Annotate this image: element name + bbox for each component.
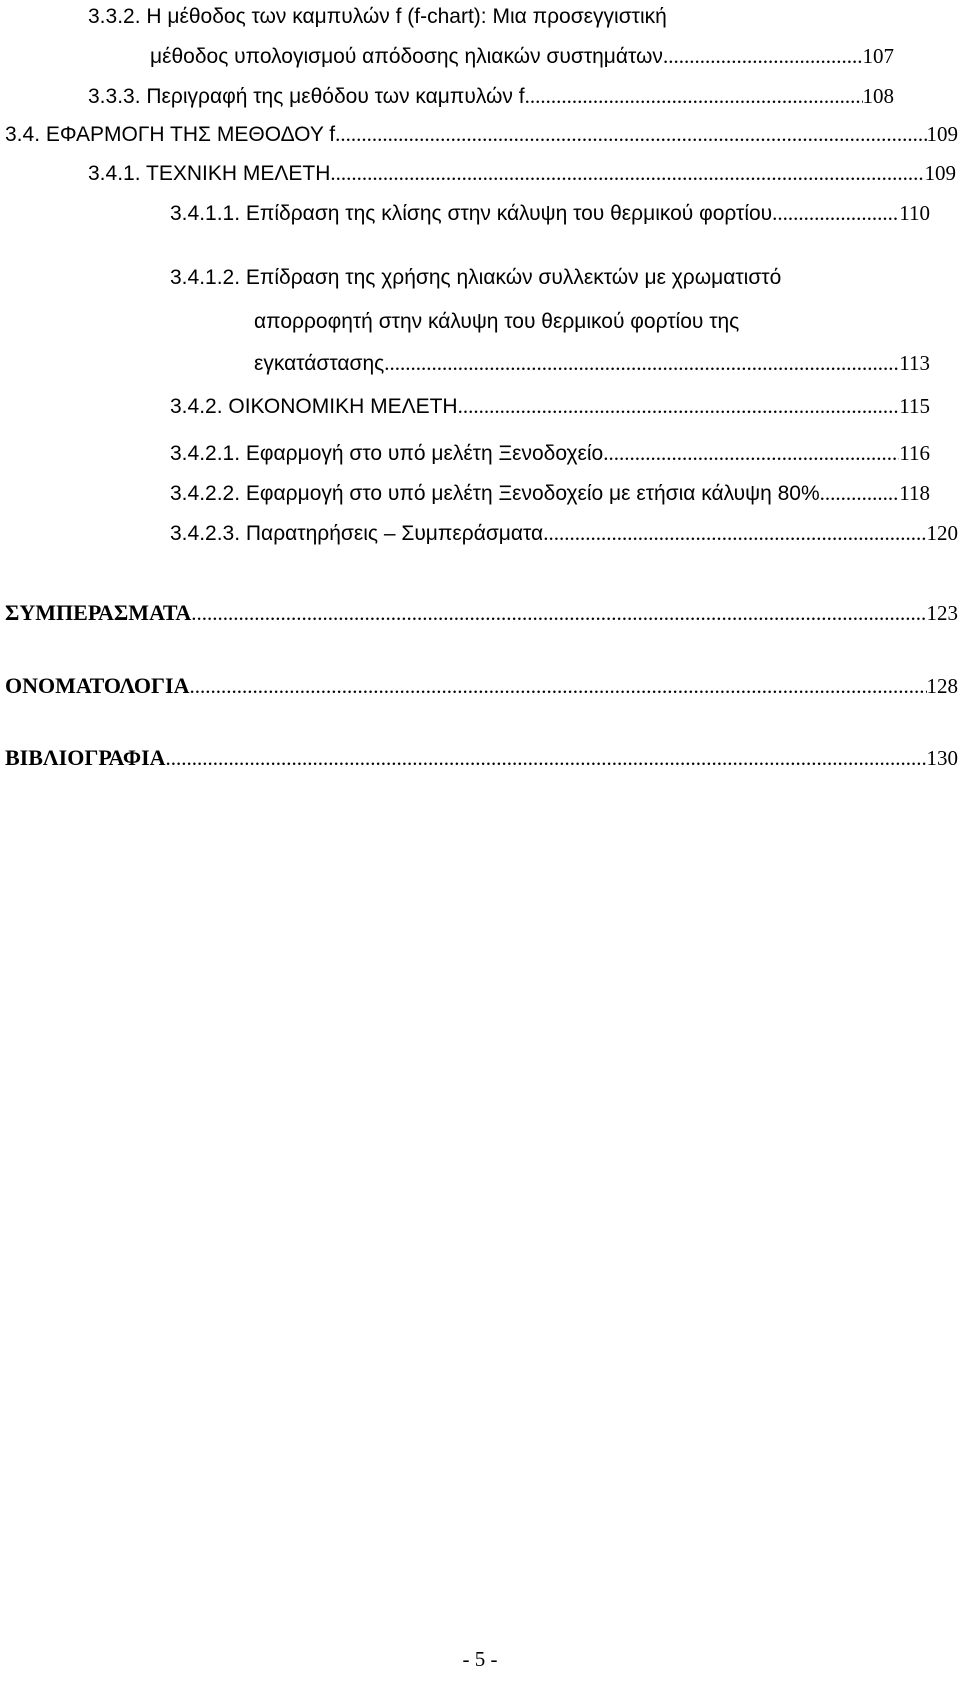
- toc-entry-nomenclature[interactable]: [5, 673, 958, 699]
- dot-leader: [384, 350, 899, 376]
- toc-entry-3-4-1-2-line3: εγκατάστασης: [254, 352, 385, 375]
- page-number-footer: - 5 -: [462, 1647, 498, 1671]
- toc-entry-conclusions[interactable]: [5, 600, 958, 626]
- toc-entry-title: 3.4.1. ΤΕΧΝΙΚΗ ΜΕΛΕΤΗ: [88, 162, 331, 185]
- toc-entry-3-4-2-1[interactable]: [170, 440, 930, 467]
- toc-entry-title: 3.4.2.3. Παρατηρήσεις – Συμπεράσματα: [170, 522, 544, 545]
- toc-entry-title: 3.4.1.1. Επίδραση της κλίσης στην κάλυψη του θερμικού φορτίου: [170, 202, 773, 225]
- dot-leader: [335, 121, 926, 147]
- toc-entry-title: 3.3.3. Περιγραφή της μεθόδου των καμπυλών f: [88, 85, 525, 108]
- toc-page-number: 113: [899, 351, 930, 375]
- dot-leader: [330, 160, 924, 186]
- toc-entry-title: ΣΥΜΠΕΡΑΣΜΑΤΑ: [5, 600, 192, 625]
- toc-entry-title: 3.4. ΕΦΑΡΜΟΓΗ ΤΗΣ ΜΕΘΟΔΟΥ f: [5, 123, 336, 146]
- toc-entry-title: 3.4.2.1. Εφαρμογή στο υπό μελέτη Ξενοδοχείο: [170, 442, 604, 465]
- toc-page-number: 109: [924, 161, 956, 185]
- toc-entry-title: ΒΙΒΛΙΟΓΡΑΦΙΑ: [5, 745, 166, 770]
- toc-entry-title: ΟΝΟΜΑΤΟΛΟΓΙΑ: [5, 673, 190, 698]
- toc-page-number: 118: [899, 481, 930, 505]
- dot-leader: [458, 393, 900, 419]
- toc-page-number: 123: [926, 601, 958, 625]
- dot-leader: [525, 83, 863, 109]
- toc-entry-3-4-1-2[interactable]: [254, 350, 930, 377]
- toc-entry-3-4[interactable]: [5, 121, 958, 148]
- toc-entry-3-4-2-3[interactable]: [170, 520, 958, 547]
- toc-entry-3-3-2-line2: μέθοδος υπολογισμού απόδοσης ηλιακών συστημάτων: [150, 45, 663, 68]
- toc-page-number: 115: [899, 394, 930, 418]
- toc-entry-3-3-3[interactable]: [88, 83, 894, 110]
- toc-entry-3-4-1[interactable]: [88, 160, 956, 187]
- toc-page-number: 128: [926, 674, 958, 698]
- toc-page-number: 130: [926, 746, 958, 770]
- toc-entry-3-4-2[interactable]: [170, 393, 930, 420]
- dot-leader: [166, 745, 927, 771]
- toc-entry-3-3-2-line1: 3.3.2. Η μέθοδος των καμπυλών f (f-chart): Μια προσεγγιστική: [88, 5, 667, 28]
- toc-entry-3-4-2-2[interactable]: [170, 480, 930, 507]
- toc-entry-title: 3.4.2. ΟΙΚΟΝΟΜΙΚΗ ΜΕΛΕΤΗ: [170, 395, 458, 418]
- dot-leader: [603, 440, 899, 466]
- toc-entry-title: 3.4.2.2. Εφαρμογή στο υπό μελέτη Ξενοδοχείο με ετήσια κάλυψη 80%: [170, 482, 820, 505]
- dot-leader: [189, 673, 926, 699]
- dot-leader: [543, 520, 926, 546]
- dot-leader: [820, 480, 900, 506]
- toc-page-number: 107: [862, 44, 894, 68]
- toc-entry-3-4-1-1[interactable]: [170, 200, 930, 227]
- toc-entry-bibliography[interactable]: [5, 745, 958, 771]
- toc-entry-3-4-1-2-line2: απορροφητή στην κάλυψη του θερμικού φορτίου της: [254, 310, 740, 333]
- toc-page-number: 110: [899, 201, 930, 225]
- toc-page-number: 120: [926, 521, 958, 545]
- dot-leader: [772, 200, 899, 226]
- toc-entry-3-4-1-2-line1: 3.4.1.2. Επίδραση της χρήσης ηλιακών συλλεκτών με χρωματιστό: [170, 266, 782, 289]
- toc-page-number: 108: [862, 84, 894, 108]
- toc-page-number: 116: [899, 441, 930, 465]
- toc-page-number: 109: [926, 122, 958, 146]
- dot-leader: [663, 43, 863, 69]
- dot-leader: [191, 600, 926, 626]
- toc-entry-3-3-2[interactable]: [150, 43, 894, 70]
